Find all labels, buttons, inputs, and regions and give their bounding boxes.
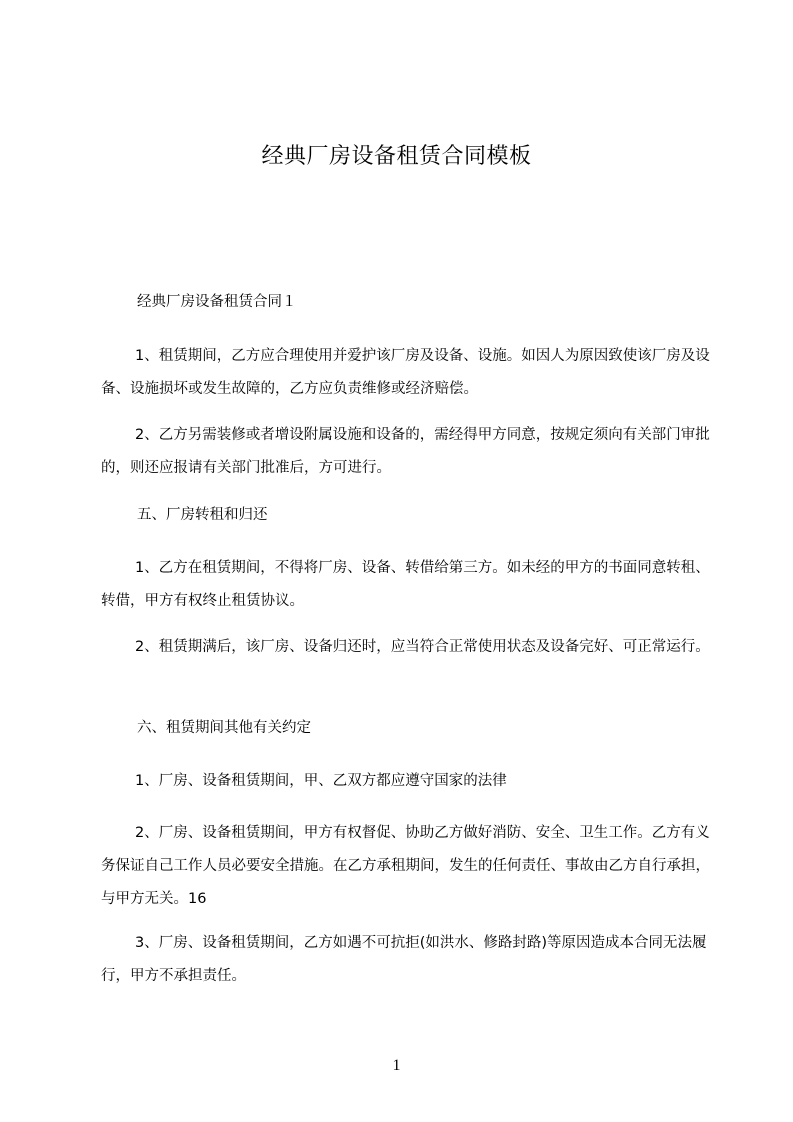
contract-subtitle: 经典厂房设备租赁合同１	[137, 294, 297, 310]
clause-paragraph: 1、厂房、设备租赁期间，甲、乙双方都应遵守国家的法律	[135, 773, 507, 789]
clause-paragraph: 1、租赁期间，乙方应合理使用并爱护该厂房及设备、设施。如因人为原因致使该厂房及设备、设施损坏或发生故障的，乙方应负责维修或经济赔偿。	[101, 348, 710, 397]
clause-paragraph: 3、厂房、设备租赁期间，乙方如遇不可抗拒(如洪水、修路封路)等原因造成本合同无法履行，甲方不承担责任。	[101, 935, 707, 984]
section-heading-other-terms: 六、租赁期间其他有关约定	[137, 720, 311, 736]
clause-paragraph: 2、乙方另需装修或者增设附属设施和设备的，需经得甲方同意，按规定须向有关部门审批的，则还应报请有关部门批准后，方可进行。	[101, 427, 710, 476]
clause-paragraph: 1、乙方在租赁期间，不得将厂房、设备、转借给第三方。如未经的甲方的书面同意转租、转借，甲方有权终止租赁协议。	[101, 560, 710, 609]
section-heading-sublease: 五、厂房转租和归还	[137, 507, 268, 523]
clause-paragraph: 2、租赁期满后，该厂房、设备归还时，应当符合正常使用状态及设备完好、可正常运行。	[135, 639, 710, 655]
page-number: 1	[392, 1057, 401, 1074]
clause-paragraph: 2、厂房、设备租赁期间，甲方有权督促、协助乙方做好消防、安全、卫生工作。乙方有义务保证自己工作人员必要安全措施。在乙方承租期间，发生的任何责任、事故由乙方自行承担，与甲方无关。16	[101, 825, 710, 907]
document-title: 经典厂房设备租赁合同模板	[261, 144, 532, 169]
